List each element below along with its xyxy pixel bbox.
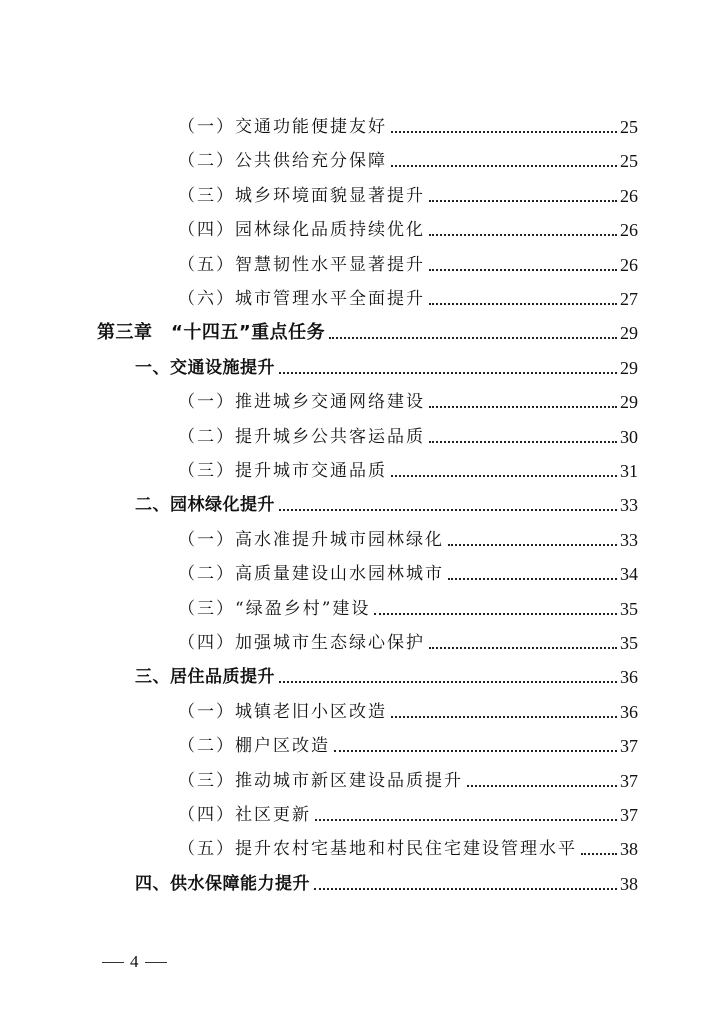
dot-leader xyxy=(429,406,617,408)
toc-entry-item[interactable] xyxy=(178,177,638,207)
toc-entry-title: （二）公共供给充分保障 xyxy=(178,151,387,172)
page-footer xyxy=(96,952,173,972)
dot-leader xyxy=(334,750,617,752)
dot-leader xyxy=(448,578,617,580)
toc-entry-item[interactable] xyxy=(178,280,638,310)
toc-entry-item[interactable] xyxy=(178,830,638,860)
toc-entry-page-number: 38 xyxy=(620,839,638,860)
dot-leader xyxy=(448,544,617,546)
toc-entry-page-number: 26 xyxy=(620,254,638,275)
toc-entry-item[interactable] xyxy=(178,624,638,654)
toc-entry-page-number: 34 xyxy=(620,564,638,585)
toc-entry-title: （二）棚户区改造 xyxy=(178,736,330,757)
toc-entry-item[interactable] xyxy=(178,796,638,826)
toc-entry-page-number: 27 xyxy=(620,289,638,309)
footer-dash-left xyxy=(102,962,124,963)
toc-entry-page-number: 25 xyxy=(620,117,638,137)
dot-leader xyxy=(429,200,617,202)
toc-entry-title: 三、居住品质提升 xyxy=(135,667,275,688)
toc-entry-section[interactable] xyxy=(135,865,638,895)
toc-entry-page-number: 33 xyxy=(620,529,638,550)
toc-entry-title: 一、交通设施提升 xyxy=(135,357,275,378)
toc-entry-page-number: 35 xyxy=(620,633,638,653)
page-number: 4 xyxy=(130,952,139,971)
toc-entry-item[interactable] xyxy=(178,452,638,482)
toc-entry-title: （三）城乡环境面貌显著提升 xyxy=(178,185,425,206)
toc-entry-section[interactable] xyxy=(135,658,638,688)
toc-entry-item[interactable] xyxy=(178,418,638,448)
dot-leader xyxy=(429,647,617,649)
toc-entry-title: （三）“绿盈乡村”建设 xyxy=(178,598,371,619)
toc-entry-page-number: 29 xyxy=(620,357,638,378)
toc-entry-item[interactable] xyxy=(178,383,638,413)
toc-entry-page-number: 26 xyxy=(620,220,638,241)
toc-entry-item[interactable] xyxy=(178,108,638,138)
toc-entry-chapter[interactable] xyxy=(97,314,638,344)
dot-leader xyxy=(391,131,617,133)
toc-entry-page-number: 37 xyxy=(620,770,638,791)
toc-entry-item[interactable] xyxy=(178,590,638,620)
toc-entry-title: （一）高水准提升城市园林绿化 xyxy=(178,529,444,550)
toc-entry-page-number: 25 xyxy=(620,151,638,172)
dot-leader xyxy=(314,888,617,890)
toc-entry-item[interactable] xyxy=(178,521,638,551)
toc-entry-section[interactable] xyxy=(135,486,638,516)
toc-entry-page-number: 36 xyxy=(620,667,638,688)
toc-entry-item[interactable] xyxy=(178,727,638,757)
dot-leader xyxy=(374,613,617,615)
toc-entry-item[interactable] xyxy=(178,211,638,241)
dot-leader xyxy=(467,785,617,787)
toc-entry-title: 二、园林绿化提升 xyxy=(135,495,275,516)
toc-entry-page-number: 37 xyxy=(620,736,638,757)
dot-leader xyxy=(279,509,617,511)
toc-entry-title: （三）推动城市新区建设品质提升 xyxy=(178,770,463,791)
toc-entry-page-number: 37 xyxy=(620,805,638,825)
toc-entry-title: （一）推进城乡交通网络建设 xyxy=(178,392,425,413)
dot-leader xyxy=(329,337,617,339)
toc-entry-page-number: 31 xyxy=(620,461,638,481)
dot-leader xyxy=(279,681,617,683)
toc-entry-title: （一）城镇老旧小区改造 xyxy=(178,701,387,722)
dot-leader xyxy=(429,441,617,443)
toc-entry-title: （二）高质量建设山水园林城市 xyxy=(178,564,444,585)
toc-entry-title: 第三章 “十四五”重点任务 xyxy=(97,322,326,344)
toc-entry-title: 四、供水保障能力提升 xyxy=(135,873,310,894)
dot-leader xyxy=(391,716,617,718)
toc-entry-title: （四）园林绿化品质持续优化 xyxy=(178,220,425,241)
toc-entry-title: （一）交通功能便捷友好 xyxy=(178,117,387,137)
toc-entry-page-number: 30 xyxy=(620,426,638,447)
toc-entry-page-number: 29 xyxy=(620,323,638,344)
toc-entry-title: （五）智慧韧性水平显著提升 xyxy=(178,254,425,275)
toc-entry-title: （二）提升城乡公共客运品质 xyxy=(178,426,425,447)
toc-entry-title: （六）城市管理水平全面提升 xyxy=(178,289,425,309)
toc-entry-page-number: 26 xyxy=(620,185,638,206)
dot-leader xyxy=(581,853,617,855)
toc-entry-page-number: 36 xyxy=(620,701,638,722)
toc-entry-section[interactable] xyxy=(135,349,638,379)
toc-entry-item[interactable] xyxy=(178,762,638,792)
toc-entry-page-number: 33 xyxy=(620,495,638,516)
toc-entry-title: （五）提升农村宅基地和村民住宅建设管理水平 xyxy=(178,839,577,860)
dot-leader xyxy=(391,475,617,477)
toc-entry-item[interactable] xyxy=(178,555,638,585)
toc-entry-title: （三）提升城市交通品质 xyxy=(178,461,387,481)
toc-entry-title: （四）社区更新 xyxy=(178,805,311,825)
toc-entry-page-number: 38 xyxy=(620,873,638,894)
toc-entry-item[interactable] xyxy=(178,246,638,276)
toc-entry-title: （四）加强城市生态绿心保护 xyxy=(178,633,425,653)
dot-leader xyxy=(429,303,617,305)
toc-entry-item[interactable] xyxy=(178,142,638,172)
dot-leader xyxy=(315,819,617,821)
dot-leader xyxy=(279,372,617,374)
dot-leader xyxy=(391,165,617,167)
footer-dash-right xyxy=(145,962,167,963)
toc-entry-item[interactable] xyxy=(178,693,638,723)
dot-leader xyxy=(429,269,617,271)
toc-entry-page-number: 35 xyxy=(620,598,638,619)
dot-leader xyxy=(429,234,617,236)
toc-entry-page-number: 29 xyxy=(620,392,638,413)
